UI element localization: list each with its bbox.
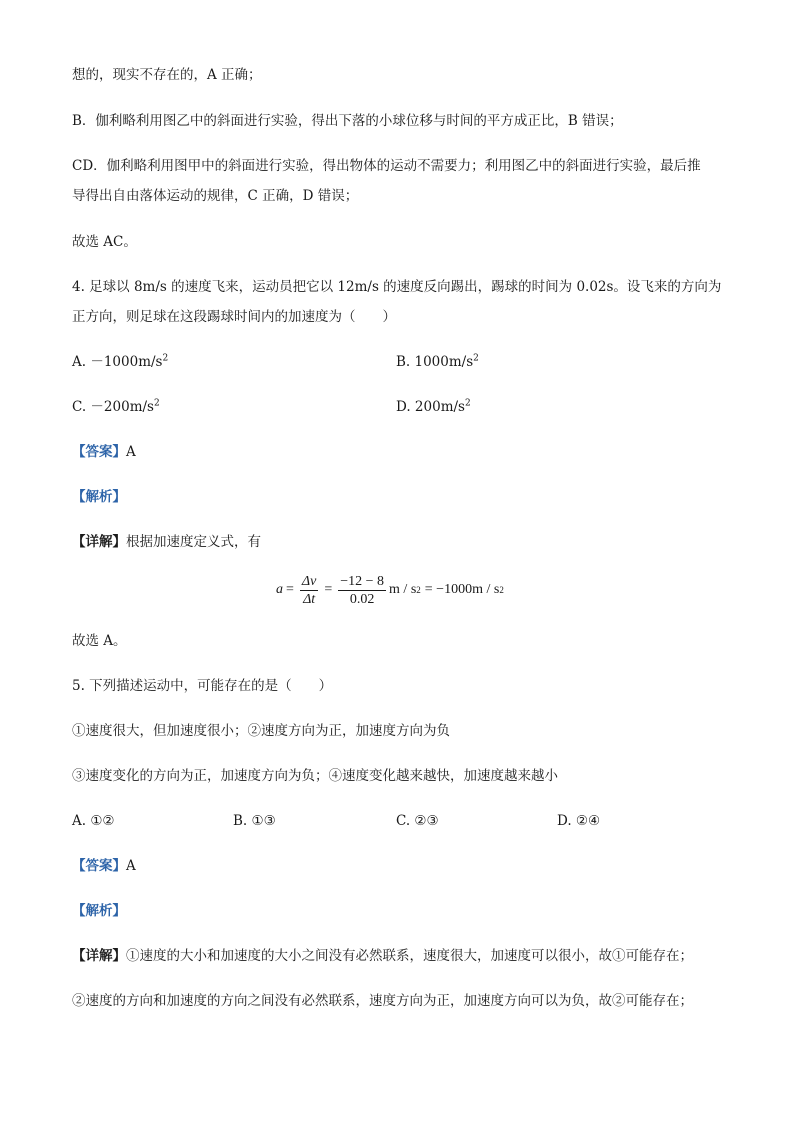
q4-option-a-text: A. －1000m/s	[72, 354, 163, 370]
q5-option-d: D. ②④	[557, 813, 601, 829]
q4-option-c-text: C. －200m/s	[72, 399, 154, 415]
q5-option-b: B. ①③	[233, 813, 276, 829]
text-line: 故选 AC。	[72, 234, 137, 250]
q4-conclusion: 故选 A。	[72, 633, 127, 649]
q4-option-b-text: B. 1000m/s	[396, 354, 474, 370]
analysis-label: 解析	[85, 489, 113, 505]
answer-value: A	[126, 444, 136, 460]
q5-detail-1: 【详解】①速度的大小和加速度的大小之间没有必然联系，速度很大，加速度可以很小，故①可能存在；	[72, 948, 693, 964]
formula-lhs: a	[276, 582, 283, 597]
superscript: 2	[153, 398, 160, 409]
q4-option-d	[396, 398, 471, 416]
question-4-stem: 4. 足球以 8m/s 的速度飞来，运动员把它以 12m/s 的速度反向踢出，踢球的时间为 0.02s。设飞来的方向为	[72, 279, 722, 295]
fraction-denominator: Δt	[303, 591, 316, 607]
detail-text: 根据加速度定义式，有	[126, 534, 261, 550]
text-line: 导得出自由落体运动的规律，C 正确，D 错误；	[72, 188, 359, 204]
acceleration-formula: a = $\frac{\Delta v}{\Delta t}$ = $\frac{-12 - 8}{0.02}$ m / s 2 = −1000m / s 2	[276, 573, 504, 607]
q5-answer: 【答案】A	[72, 858, 136, 874]
fraction-values	[338, 573, 386, 608]
q5-option-c: C. ②③	[396, 813, 439, 829]
answer-label: 答案	[85, 444, 113, 460]
superscript: 2	[162, 353, 169, 364]
q5-option-a: A. ①②	[72, 813, 115, 829]
q5-detail-2: ②速度的方向和加速度的方向之间没有必然联系，速度方向为正，加速度方向可以为负，故②可能存在；	[72, 993, 693, 1009]
detail-text: ①速度的大小和加速度的大小之间没有必然联系，速度很大，加速度可以很小，故①可能存在；	[126, 948, 693, 964]
text-line: CD．伽利略利用图甲中的斜面进行实验，得出物体的运动不需要力；利用图乙中的斜面进行实验，最后推	[72, 158, 701, 174]
q5-statement-12: ①速度很大，但加速度很小；②速度方向为正，加速度方向为负	[72, 723, 450, 739]
question-5-stem: 5. 下列描述运动中，可能存在的是（ ）	[72, 678, 333, 694]
formula-eq: =	[286, 582, 294, 597]
fraction-delta	[300, 573, 318, 608]
detail-label: 详解	[85, 534, 113, 550]
superscript: 2	[464, 398, 471, 409]
q4-option-d-text: D. 200m/s	[396, 399, 465, 415]
q4-option-c	[72, 398, 160, 416]
formula-eq: =	[324, 582, 333, 597]
q4-option-b	[396, 353, 479, 371]
q4-detail: 【详解】根据加速度定义式，有	[72, 534, 261, 550]
fraction-numerator: −12 − 8	[340, 573, 385, 589]
formula-unit: m / s	[389, 582, 417, 597]
answer-label: 答案	[85, 858, 113, 874]
superscript: 2	[473, 353, 479, 364]
question-4-stem-cont: 正方向，则足球在这段踢球时间内的加速度为（ ）	[72, 309, 396, 325]
q5-statement-34: ③速度变化的方向为正，加速度方向为负；④速度变化越来越快，加速度越来越小	[72, 768, 558, 784]
formula-result: = −1000m / s	[424, 582, 500, 597]
text-line: 想的，现实不存在的，A 正确；	[72, 67, 262, 83]
q4-analysis: 【解析】	[72, 489, 126, 505]
q4-answer: 【答案】A	[72, 444, 136, 460]
analysis-label: 解析	[85, 903, 113, 919]
fraction-numerator: Δv	[301, 573, 317, 589]
answer-value: A	[126, 858, 136, 874]
text-line: B．伽利略利用图乙中的斜面进行实验，得出下落的小球位移与时间的平方成正比，B 错误；	[72, 113, 623, 129]
detail-label: 详解	[85, 948, 113, 964]
q4-option-a	[72, 353, 168, 371]
q5-analysis: 【解析】	[72, 903, 126, 919]
fraction-denominator: 0.02	[349, 591, 375, 607]
